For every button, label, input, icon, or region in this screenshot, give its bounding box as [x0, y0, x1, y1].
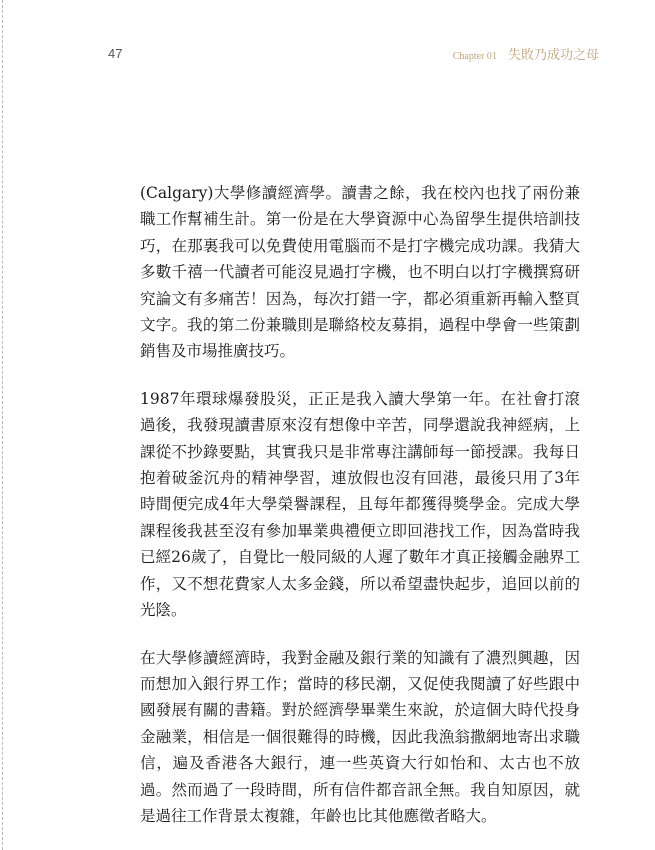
chapter-label: Chapter 01	[452, 51, 497, 62]
paragraph-2: 1987年環球爆發股災，正正是我入讀大學第一年。在社會打滾過後，我發現讀書原來沒有想像中辛苦，同學還說我神經病，上課從不抄錄要點，其實我只是非常專注講師每一節授課。我每日抱着破釜沉舟的精神學習，連放假也沒有回港，最後只用了3年時間便完成4年大學榮譽課程，且每年都獲得獎學金。完成大學課程後我甚至沒有參加畢業典禮便立即回港找工作，因為當時我已經26歲了，自覺比一般同級的人遲了數年才真正接觸金融界工作，又不想花費家人太多金錢，所以希望盡快起步，追回以前的光陰。	[140, 389, 580, 620]
page-edge-divider	[2, 0, 3, 850]
running-head	[453, 44, 599, 63]
paragraph-1: (Calgary)大學修讀經濟學。讀書之餘，我在校內也找了兩份兼職工作幫補生計。第一份是在大學資源中心為留學生提供培訓技巧，在那裏我可以免費使用電腦而不是打字機完成功課。我猜大多數千禧一代讀者可能沒見過打字機，也不明白以打字機撰寫研究論文有多痛苦！因為，每次打錯一字，都必須重新再輸入整頁文字。我的第二份兼職則是聯絡校友募捐，過程中學會一些策劃銷售及市場推廣技巧。	[140, 184, 580, 361]
page-number: 47	[108, 46, 123, 61]
chapter-title: 失敗乃成功之母	[507, 48, 599, 63]
paragraph-3: 在大學修讀經濟時，我對金融及銀行業的知識有了濃烈興趣，因而想加入銀行界工作；當時的移民潮，又促使我閱讀了好些跟中國發展有關的書籍。對於經濟學畢業生來說，於這個大時代投身金融業，相信是一個很難得的時機，因此我漁翁撒網地寄出求職信，遍及香港各大銀行，連一些英資大行如怡和、太古也不放過。然而過了一段時間，所有信件都音訊全無。我自知原因，就是過往工作背景太複雜，年齡也比其他應徵者略大。	[140, 648, 580, 825]
body-text	[140, 180, 580, 850]
